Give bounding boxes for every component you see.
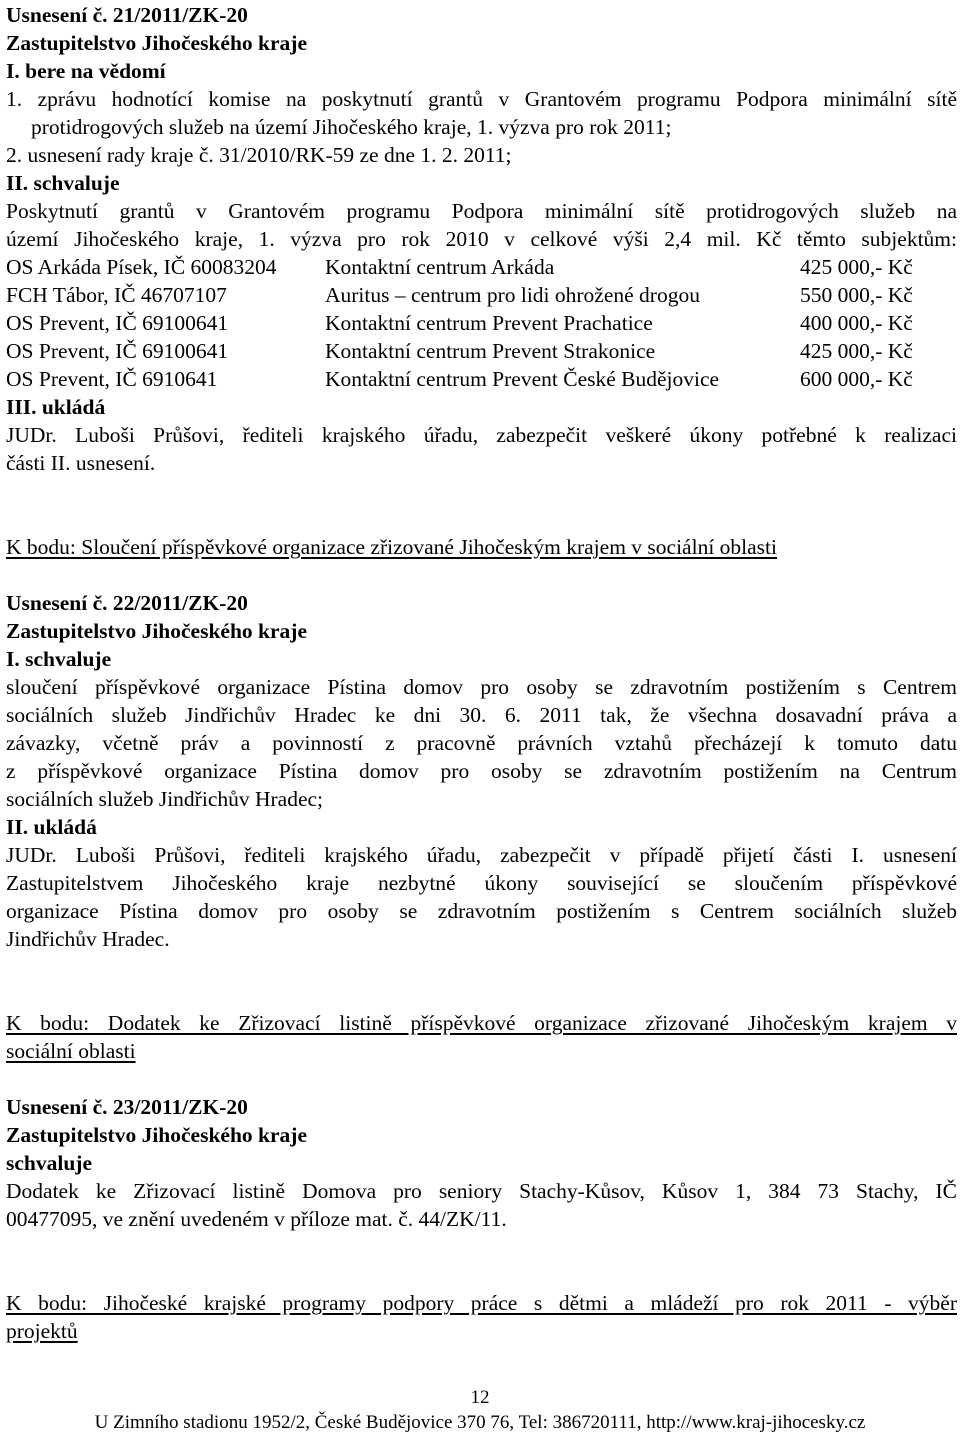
grant-row <box>6 253 957 281</box>
grant-applicant: OS Prevent, IČ 69100641 <box>6 311 229 335</box>
paragraph-line: území Jihočeského kraje, 1. výzva pro rok 2010 v celkové výši 2,4 mil. Kč těmto subjektům: <box>6 227 957 251</box>
paragraph-line: části II. usnesení. <box>6 451 156 475</box>
section-heading: II. ukládá <box>6 815 97 839</box>
paragraph-line: organizace Pístina domov pro osoby se zdravotním postižením s Centrem sociálních služeb <box>6 899 957 923</box>
grant-row <box>6 281 957 309</box>
paragraph-line: 2. usnesení rady kraje č. 31/2010/RK-59 ze dne 1. 2. 2011; <box>6 143 512 167</box>
paragraph-line: závazky, včetně práv a povinností z pracovně právních vztahů přecházejí k tomuto datu <box>6 731 957 755</box>
page-number: 12 <box>470 1387 490 1408</box>
section-heading: III. ukládá <box>6 395 106 419</box>
grant-applicant: OS Prevent, IČ 69100641 <box>6 339 229 363</box>
resolution-body: Zastupitelstvo Jihočeského kraje <box>6 619 307 643</box>
grant-row <box>6 337 957 365</box>
paragraph-line: Dodatek ke Zřizovací listině Domova pro seniory Stachy-Kůsov, Kůsov 1, 384 73 Stachy, IČ <box>6 1179 957 1203</box>
grant-project: Kontaktní centrum Arkáda <box>325 255 555 279</box>
paragraph-line: sloučení příspěvkové organizace Pístina domov pro osoby se zdravotním postižením s Centrem <box>6 675 957 699</box>
paragraph-line: sociálních služeb Jindřichův Hradec ke dni 30. 6. 2011 tak, že všechna dosavadní práva a <box>6 703 957 727</box>
grant-amount: 400 000,- Kč <box>800 311 913 335</box>
grant-project: Kontaktní centrum Prevent České Budějovice <box>325 367 720 391</box>
paragraph-line: JUDr. Luboši Průšovi, řediteli krajského úřadu, zabezpečit veškeré úkony potřebné k realizaci <box>6 423 957 447</box>
section-heading: I. schvaluje <box>6 647 112 671</box>
grant-project: Kontaktní centrum Prevent Strakonice <box>325 339 656 363</box>
paragraph-line: Zastupitelstvem Jihočeského kraje nezbytné úkony související se sloučením příspěvkové <box>6 871 957 895</box>
paragraph-line: 00477095, ve znění uvedeném v příloze mat. č. 44/ZK/11. <box>6 1207 507 1231</box>
grant-amount: 600 000,- Kč <box>800 367 913 391</box>
resolution-body: Zastupitelstvo Jihočeského kraje <box>6 1123 307 1147</box>
grant-project: Kontaktní centrum Prevent Prachatice <box>325 311 653 335</box>
section-heading: schvaluje <box>6 1151 92 1175</box>
paragraph-line: sociálních služeb Jindřichův Hradec; <box>6 787 324 811</box>
grant-row <box>6 365 957 393</box>
agenda-heading: sociální oblasti <box>6 1039 136 1063</box>
paragraph-line: Poskytnutí grantů v Grantovém programu Podpora minimální sítě protidrogových služeb na <box>6 199 957 223</box>
paragraph-line: 1. zprávu hodnotící komise na poskytnutí grantů v Grantovém programu Podpora minimální sítě <box>6 87 957 111</box>
grant-row <box>6 309 957 337</box>
section-heading: II. schvaluje <box>6 171 120 195</box>
resolution-body: Zastupitelstvo Jihočeského kraje <box>6 31 307 55</box>
paragraph-line: Jindřichův Hradec. <box>6 927 170 951</box>
agenda-heading: projektů <box>6 1319 78 1343</box>
paragraph-line: JUDr. Luboši Průšovi, řediteli krajského úřadu, zabezpečit v případě přijetí části I. usnesení <box>6 843 957 867</box>
grant-project: Auritus – centrum pro lidi ohrožené drogou <box>325 283 700 307</box>
grant-applicant: OS Arkáda Písek, IČ 60083204 <box>6 255 277 279</box>
paragraph-line: z příspěvkové organizace Pístina domov pro osoby se zdravotním postižením na Centrum <box>6 759 957 783</box>
paragraph-line: protidrogových služeb na území Jihočeského kraje, 1. výzva pro rok 2011; <box>31 115 672 139</box>
grant-applicant: OS Prevent, IČ 6910641 <box>6 367 218 391</box>
grant-applicant: FCH Tábor, IČ 46707107 <box>6 283 227 307</box>
grant-amount: 425 000,- Kč <box>800 339 913 363</box>
agenda-heading: K bodu: Dodatek ke Zřizovací listině příspěvkové organizace zřizované Jihočeským krajem v <box>6 1011 957 1035</box>
page-footer: U Zimního stadionu 1952/2, České Budějovice 370 76, Tel: 386720111, http://www.kraj-jihocesky.cz <box>94 1412 866 1433</box>
agenda-heading: K bodu: Sloučení příspěvkové organizace zřizované Jihočeským krajem v sociální oblasti <box>6 535 777 559</box>
resolution-title: Usnesení č. 21/2011/ZK-20 <box>6 3 248 27</box>
section-heading: I. bere na vědomí <box>6 59 166 83</box>
resolution-title: Usnesení č. 22/2011/ZK-20 <box>6 591 248 615</box>
grant-amount: 550 000,- Kč <box>800 283 913 307</box>
grant-amount: 425 000,- Kč <box>800 255 913 279</box>
agenda-heading: K bodu: Jihočeské krajské programy podpory práce s dětmi a mládeží pro rok 2011 - výběr <box>6 1291 957 1315</box>
resolution-title: Usnesení č. 23/2011/ZK-20 <box>6 1095 248 1119</box>
